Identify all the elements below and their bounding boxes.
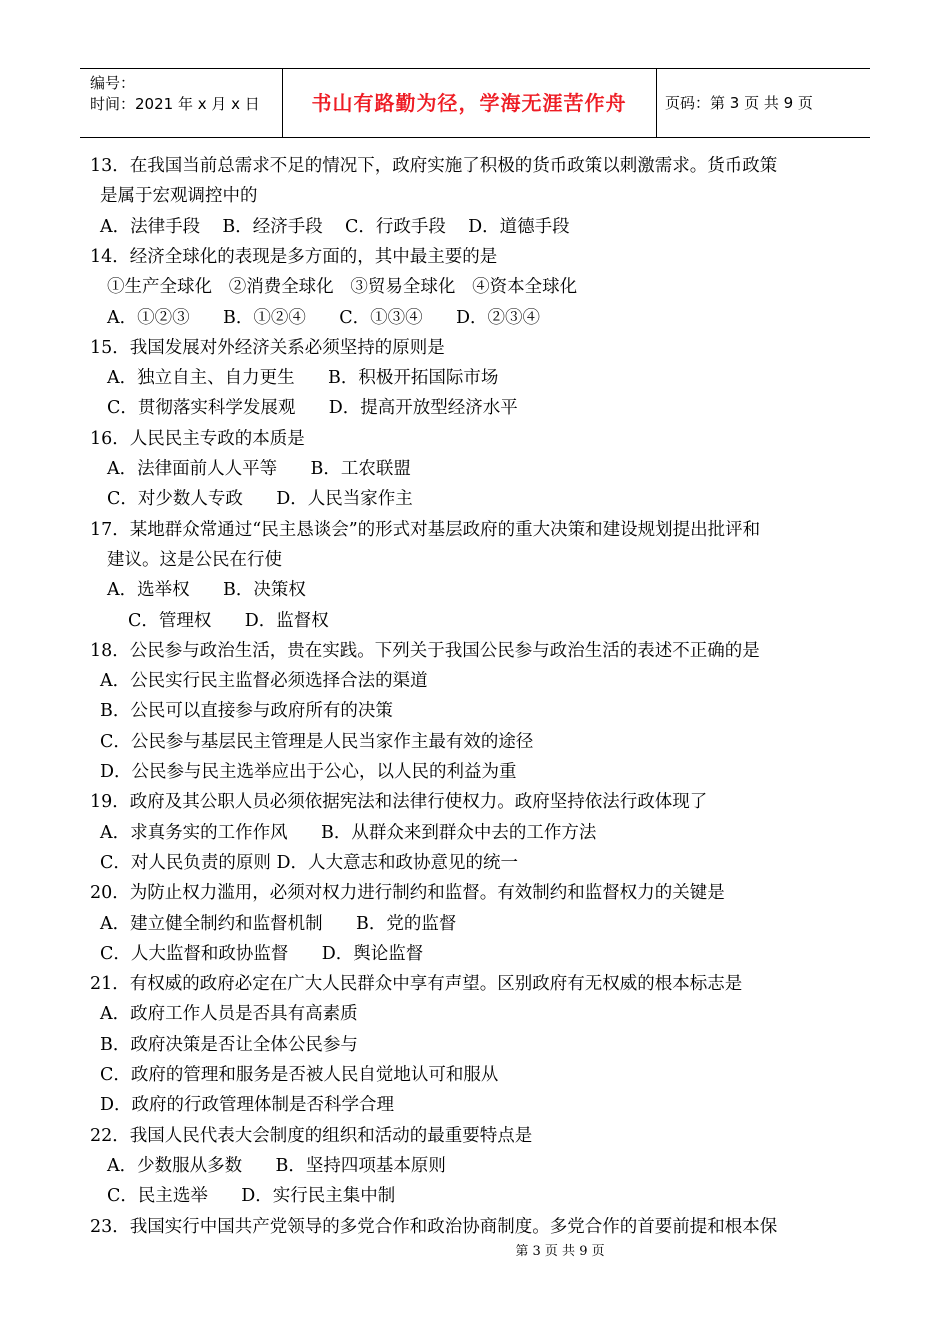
text-line: A．政府工作人员是否具有高素质 xyxy=(100,1004,358,1025)
text-line: A．公民实行民主监督必须选择合法的渠道 xyxy=(100,671,428,692)
text-line: D．政府的行政管理体制是否科学合理 xyxy=(100,1095,395,1116)
text-line: C．政府的管理和服务是否被人民自觉地认可和服从 xyxy=(100,1065,499,1085)
text-line: C．管理权 D．监督权 xyxy=(128,610,329,631)
text-line: A．建立健全制约和监督机制 B．党的监督 xyxy=(100,913,457,934)
text-line: C．人大监督和政协监督 D．舆论监督 xyxy=(100,943,424,964)
text-line: 是属于宏观调控中的 xyxy=(100,186,258,207)
text-line: C．贯彻落实科学发展观 D．提高开放型经济水平 xyxy=(107,398,518,419)
text-line: 22．我国人民代表大会制度的组织和活动的最重要特点是 xyxy=(90,1125,533,1146)
date-label: 时间：2021 年 x 月 x 日 xyxy=(90,95,260,113)
text-line: A．法律面前人人平等 B．工农联盟 xyxy=(107,459,411,479)
text-line: 14．经济全球化的表现是多方面的，其中最主要的是 xyxy=(90,246,498,267)
page-footer: 第 3 页 共 9 页 xyxy=(515,1244,605,1259)
text-line: C．民主选举 D．实行民主集中制 xyxy=(107,1186,396,1207)
header-divider-right xyxy=(656,69,657,137)
text-line: 建议。这是公民在行使 xyxy=(107,549,282,570)
text-line: A．独立自主、自力更生 B．积极开拓国际市场 xyxy=(107,368,499,389)
text-line: 21．有权威的政府必定在广大人民群众中享有声望。区别政府有无权威的根本标志是 xyxy=(90,974,743,995)
serial-label: 编号： xyxy=(90,74,136,92)
text-line: A．选举权 B．决策权 xyxy=(107,580,306,601)
header-page-info: 页码：第 3 页 共 9 页 xyxy=(665,94,813,112)
text-line: B．政府决策是否让全体公民参与 xyxy=(100,1034,358,1055)
text-line: C．公民参与基层民主管理是人民当家作主最有效的途径 xyxy=(100,731,534,752)
text-line: 18．公民参与政治生活，贵在实践。下列关于我国公民参与政治生活的表述不正确的是 xyxy=(90,640,760,661)
text-line: 13．在我国当前总需求不足的情况下，政府实施了积极的货币政策以刺激需求。货币政策 xyxy=(90,156,778,176)
text-line: 16．人民民主专政的本质是 xyxy=(90,428,305,449)
text-line: D．公民参与民主选举应出于公心，以人民的利益为重 xyxy=(100,762,517,782)
page-header xyxy=(80,68,870,138)
text-line: A．求真务实的工作作风 B．从群众来到群众中去的工作方法 xyxy=(100,822,597,843)
text-line: B．公民可以直接参与政府所有的决策 xyxy=(100,701,393,722)
text-line: A．法律手段 B．经济手段 C．行政手段 D．道德手段 xyxy=(100,216,570,237)
text-line: A．少数服从多数 B．坚持四项基本原则 xyxy=(107,1155,446,1176)
header-motto: 书山有路勤为径，学海无涯苦作舟 xyxy=(311,91,627,115)
header-meta xyxy=(90,73,260,115)
text-line: 17．某地群众常通过“民主恳谈会”的形式对基层政府的重大决策和建设规划提出批评和 xyxy=(90,519,761,540)
text-line: C．对少数人专政 D．人民当家作主 xyxy=(107,489,413,510)
text-line: A．①②③ B．①②④ C．①③④ D．②③④ xyxy=(107,307,541,328)
text-line: 19．政府及其公职人员必须依据宪法和法律行使权力。政府坚持依法行政体现了 xyxy=(90,792,708,813)
text-line: ①生产全球化 ②消费全球化 ③贸易全球化 ④资本全球化 xyxy=(107,277,578,298)
text-line: 23．我国实行中国共产党领导的多党合作和政治协商制度。多党合作的首要前提和根本保 xyxy=(90,1216,778,1237)
text-line: 20．为防止权力滥用，必须对权力进行制约和监督。有效制约和监督权力的关键是 xyxy=(90,883,725,904)
text-line: 15．我国发展对外经济关系必须坚持的原则是 xyxy=(90,337,445,358)
text-line: C．对人民负责的原则 D．人大意志和政协意见的统一 xyxy=(100,852,518,873)
